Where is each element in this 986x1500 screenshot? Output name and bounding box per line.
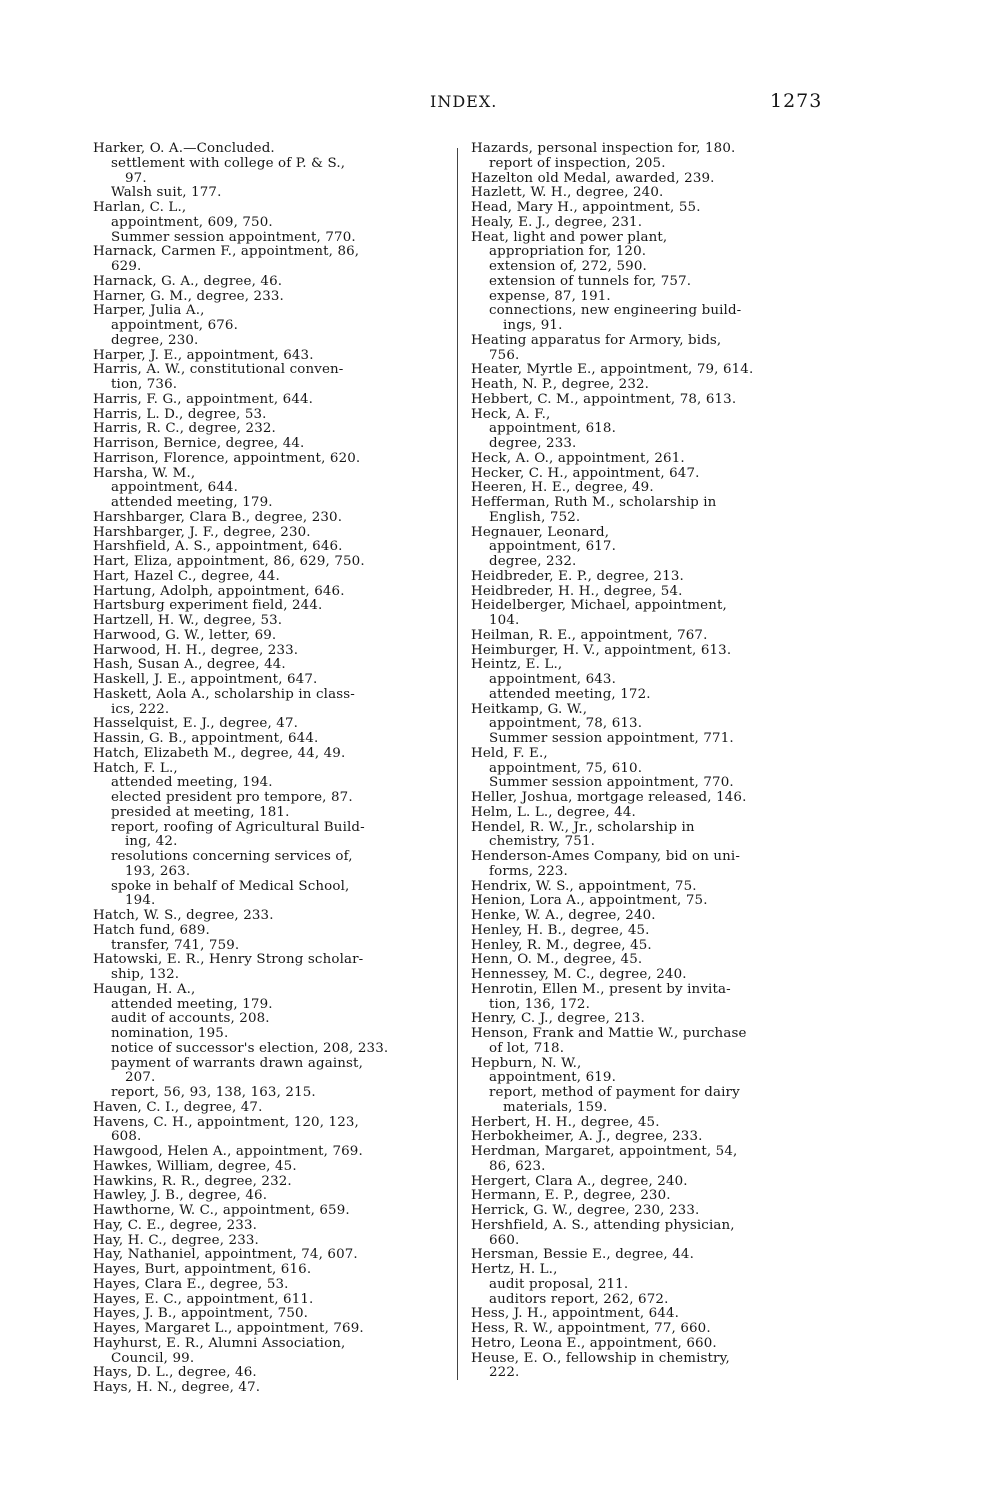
index-entry: Henion, Lora A., appointment, 75. — [471, 893, 708, 909]
index-entry: Hawthorne, W. C., appointment, 659. — [93, 1203, 350, 1218]
index-column-left — [93, 142, 445, 1396]
index-entry: Hatch, Elizabeth M., degree, 44, 49. — [93, 745, 346, 761]
index-entry: Hartung, Adolph, appointment, 646. — [93, 583, 345, 599]
index-entry: Hess, R. W., appointment, 77, 660. — [471, 1321, 711, 1336]
index-subentry: report, 56, 93, 138, 163, 215. — [111, 1085, 316, 1100]
index-subentry: appointment, 643. — [489, 672, 616, 687]
index-entry: Haugan, H. A., — [93, 981, 196, 997]
index-subentry: 222. — [489, 1365, 520, 1381]
index-subentry: appointment, 644. — [111, 480, 238, 496]
index-entry: Harlan, C. L., — [93, 200, 187, 215]
index-entry: Hennessey, M. C., degree, 240. — [471, 967, 687, 982]
index-subentry: 608. — [111, 1129, 142, 1145]
index-entry: Haskett, Aola A., scholarship in class- — [93, 686, 355, 702]
index-entry: Healy, E. J., degree, 231. — [471, 214, 643, 230]
index-entry: Harnack, Carmen F., appointment, 86, — [93, 244, 360, 260]
index-subentry: report, method of payment for dairy — [489, 1085, 740, 1100]
index-entry: Heuse, E. O., fellowship in chemistry, — [471, 1350, 730, 1366]
index-entry: Hershfield, A. S., attending physician, — [471, 1217, 735, 1233]
index-entry: Havens, C. H., appointment, 120, 123, — [93, 1114, 359, 1130]
index-entry: Hawkins, R. R., degree, 232. — [93, 1173, 292, 1189]
index-entry: Hay, Nathaniel, appointment, 74, 607. — [93, 1247, 358, 1263]
index-subentry: report, roofing of Agricultural Build- — [111, 819, 365, 835]
index-entry: Harris, L. D., degree, 53. — [93, 406, 267, 422]
index-entry: Harner, G. M., degree, 233. — [93, 288, 284, 304]
index-subentry: tion, 136, 172. — [489, 996, 590, 1012]
page-header — [0, 92, 986, 122]
index-entry: Haven, C. I., degree, 47. — [93, 1099, 263, 1115]
index-subentry: attended meeting, 179. — [111, 495, 273, 510]
index-entry: Hatch, F. L., — [93, 760, 178, 776]
index-entry: Harrison, Bernice, degree, 44. — [93, 436, 305, 451]
index-entry: Harshbarger, Clara B., degree, 230. — [93, 509, 343, 525]
index-entry: Heck, A. O., appointment, 261. — [471, 450, 685, 466]
index-entry: Hays, H. N., degree, 47. — [93, 1380, 261, 1395]
index-subentry: Council, 99. — [111, 1350, 195, 1366]
index-entry: Hertz, H. L., — [471, 1262, 558, 1277]
index-subentry: degree, 230. — [111, 332, 199, 348]
index-entry: Heidbreder, E. P., degree, 213. — [471, 568, 684, 584]
index-entry: Harwood, G. W., letter, 69. — [93, 627, 277, 643]
index-subentry: appointment, 676. — [111, 318, 238, 333]
index-entry: Held, F. E., — [471, 745, 548, 761]
index-subentry: appointment, 617. — [489, 539, 616, 555]
index-subentry: appropriation for, 120. — [489, 244, 647, 260]
index-subentry: attended meeting, 194. — [111, 775, 273, 791]
index-entry: Heck, A. F., — [471, 406, 551, 422]
page-number: 1273 — [770, 90, 823, 112]
index-entry: Hayes, Margaret L., appointment, 769. — [93, 1321, 364, 1336]
index-entry: Hefferman, Ruth M., scholarship in — [471, 495, 717, 510]
index-subentry: 193, 263. — [125, 863, 191, 879]
index-entry: Hendrix, W. S., appointment, 75. — [471, 878, 697, 894]
index-entry: Henrotin, Ellen M., present by invita- — [471, 981, 731, 997]
index-subentry: appointment, 619. — [489, 1070, 616, 1086]
index-entry: Hasselquist, E. J., degree, 47. — [93, 716, 299, 732]
index-entry: Heat, light and power plant, — [471, 229, 668, 245]
index-subentry: report of inspection, 205. — [489, 155, 666, 171]
index-subentry: ing, 42. — [125, 834, 178, 850]
index-subentry: appointment, 75, 610. — [489, 760, 643, 776]
index-subentry: ship, 132. — [111, 967, 180, 982]
index-entry: Hay, H. C., degree, 233. — [93, 1232, 259, 1248]
index-subentry: extension of tunnels for, 757. — [489, 273, 692, 289]
index-subentry: attended meeting, 172. — [489, 686, 651, 702]
index-entry: Heintz, E. L., — [471, 657, 563, 673]
index-subentry: ings, 91. — [503, 318, 563, 333]
index-entry: Hendel, R. W., Jr., scholarship in — [471, 819, 695, 835]
index-entry: Henn, O. M., degree, 45. — [471, 952, 643, 968]
index-entry: Helm, L. L., degree, 44. — [471, 804, 636, 820]
index-entry: Haskell, J. E., appointment, 647. — [93, 672, 318, 687]
index-subentry: Walsh suit, 177. — [111, 185, 222, 201]
index-entry: Hays, D. L., degree, 46. — [93, 1365, 257, 1381]
index-entry: Hassin, G. B., appointment, 644. — [93, 731, 319, 746]
index-subentry: chemistry, 751. — [489, 834, 596, 850]
index-entry: Hart, Eliza, appointment, 86, 629, 750. — [93, 554, 365, 569]
index-subentry: forms, 223. — [489, 863, 568, 879]
index-entry: Heidbreder, H. H., degree, 54. — [471, 583, 683, 599]
index-subentry: settlement with college of P. & S., — [111, 155, 346, 171]
index-subentry: materials, 159. — [503, 1099, 608, 1115]
index-entry: Harris, R. C., degree, 232. — [93, 421, 276, 437]
index-entry: Hay, C. E., degree, 233. — [93, 1217, 258, 1233]
index-entry: Hetro, Leona E., appointment, 660. — [471, 1335, 717, 1351]
index-subentry: spoke in behalf of Medical School, — [111, 878, 350, 894]
index-subentry: auditors report, 262, 672. — [489, 1291, 669, 1307]
index-entry: Hersman, Bessie E., degree, 44. — [471, 1247, 694, 1263]
index-entry: Hart, Hazel C., degree, 44. — [93, 568, 280, 584]
index-entry: Hawkes, William, degree, 45. — [93, 1158, 297, 1174]
index-entry: Heeren, H. E., degree, 49. — [471, 480, 654, 496]
index-subentry: presided at meeting, 181. — [111, 804, 290, 820]
index-subentry: elected president pro tempore, 87. — [111, 790, 353, 805]
column-divider — [457, 148, 458, 1380]
index-entry: Hergert, Clara A., degree, 240. — [471, 1173, 688, 1189]
index-entry: Hegnauer, Leonard, — [471, 524, 610, 540]
index-entry: Hepburn, N. W., — [471, 1055, 582, 1071]
index-entry: Hazelton old Medal, awarded, 239. — [471, 170, 715, 186]
index-subentry: Summer session appointment, 770. — [111, 229, 356, 245]
index-entry: Harper, J. E., appointment, 643. — [93, 347, 314, 363]
index-entry: Harker, O. A.—Concluded. — [93, 141, 275, 156]
index-subentry: degree, 233. — [489, 436, 577, 451]
index-subentry: appointment, 78, 613. — [489, 716, 643, 732]
index-entry: Herbert, H. H., degree, 45. — [471, 1114, 660, 1130]
index-entry: Hess, J. H., appointment, 644. — [471, 1306, 680, 1322]
index-subentry: attended meeting, 179. — [111, 996, 273, 1012]
index-entry: Heater, Myrtle E., appointment, 79, 614. — [471, 362, 754, 378]
index-subentry: appointment, 618. — [489, 421, 616, 437]
index-entry: Harris, F. G., appointment, 644. — [93, 391, 314, 407]
index-entry: Hash, Susan A., degree, 44. — [93, 657, 286, 673]
index-subentry: 104. — [489, 613, 520, 628]
index-entry: Hazlett, W. H., degree, 240. — [471, 185, 664, 201]
index-subentry: 660. — [489, 1232, 520, 1248]
index-entry: Harshfield, A. S., appointment, 646. — [93, 539, 343, 555]
index-entry: Hatch, W. S., degree, 233. — [93, 908, 274, 923]
index-entry: Hayes, E. C., appointment, 611. — [93, 1291, 314, 1307]
index-entry: Henderson-Ames Company, bid on uni- — [471, 849, 741, 864]
index-entry: Harrison, Florence, appointment, 620. — [93, 450, 361, 466]
index-entry: Hatch fund, 689. — [93, 922, 210, 938]
index-subentry: payment of warrants drawn against, — [111, 1055, 363, 1071]
index-subentry: nomination, 195. — [111, 1026, 229, 1041]
index-entry: Herbokheimer, A. J., degree, 233. — [471, 1129, 703, 1145]
index-subentry: Summer session appointment, 770. — [489, 775, 734, 791]
index-entry: Heimburger, H. V., appointment, 613. — [471, 642, 732, 658]
index-subentry: audit proposal, 211. — [489, 1276, 629, 1292]
index-subentry: appointment, 609, 750. — [111, 214, 273, 230]
index-subentry: audit of accounts, 208. — [111, 1011, 270, 1027]
index-subentry: extension of, 272, 590. — [489, 259, 647, 274]
index-subentry: expense, 87, 191. — [489, 288, 611, 304]
index-entry: Hecker, C. H., appointment, 647. — [471, 465, 700, 481]
index-entry: Head, Mary H., appointment, 55. — [471, 200, 701, 215]
index-entry: Henke, W. A., degree, 240. — [471, 908, 656, 923]
index-entry: Heller, Joshua, mortgage released, 146. — [471, 790, 747, 805]
index-entry: Henley, R. M., degree, 45. — [471, 937, 652, 953]
index-subentry: transfer, 741, 759. — [111, 937, 240, 953]
index-entry: Hartzell, H. W., degree, 53. — [93, 613, 283, 628]
index-entry: Herdman, Margaret, appointment, 54, — [471, 1144, 738, 1159]
index-entry: Hayes, Burt, appointment, 616. — [93, 1262, 312, 1277]
index-entry: Heidelberger, Michael, appointment, — [471, 598, 727, 614]
index-entry: Hayhurst, E. R., Alumni Association, — [93, 1335, 346, 1351]
index-subentry: Summer session appointment, 771. — [489, 731, 734, 746]
index-entry: Heath, N. P., degree, 232. — [471, 377, 650, 392]
index-entry: Hatowski, E. R., Henry Strong scholar- — [93, 952, 364, 968]
index-entry: Henry, C. J., degree, 213. — [471, 1011, 645, 1027]
index-entry: Henson, Frank and Mattie W., purchase — [471, 1026, 747, 1041]
index-subentry: degree, 232. — [489, 554, 577, 569]
index-subentry: connections, new engineering build- — [489, 303, 742, 319]
index-subentry: English, 752. — [489, 509, 581, 525]
index-entry: Hayes, Clara E., degree, 53. — [93, 1276, 289, 1292]
index-entry: Hawgood, Helen A., appointment, 769. — [93, 1144, 363, 1159]
index-subentry: 207. — [125, 1070, 156, 1086]
index-entry: Hazards, personal inspection for, 180. — [471, 141, 736, 156]
index-subentry: tion, 736. — [111, 377, 178, 392]
index-entry: Hermann, E. P., degree, 230. — [471, 1188, 671, 1204]
index-subentry: 86, 623. — [489, 1158, 546, 1174]
index-subentry: 97. — [125, 170, 147, 186]
index-entry: Harshbarger, J. F., degree, 230. — [93, 524, 311, 540]
index-entry: Harwood, H. H., degree, 233. — [93, 642, 299, 658]
index-subentry: 756. — [489, 347, 520, 363]
index-entry: Henley, H. B., degree, 45. — [471, 922, 650, 938]
index-entry: Hebbert, C. M., appointment, 78, 613. — [471, 391, 737, 407]
running-title: INDEX. — [430, 92, 498, 111]
index-subentry: of lot, 718. — [489, 1040, 565, 1056]
index-entry: Harris, A. W., constitutional conven- — [93, 362, 344, 378]
index-entry: Herrick, G. W., degree, 230, 233. — [471, 1203, 700, 1218]
index-entry: Hawley, J. B., degree, 46. — [93, 1188, 268, 1204]
index-subentry: notice of successor's election, 208, 233. — [111, 1040, 389, 1056]
index-subentry: ics, 222. — [111, 701, 170, 717]
index-entry: Harper, Julia A., — [93, 303, 205, 319]
index-entry: Hayes, J. B., appointment, 750. — [93, 1306, 309, 1322]
index-entry: Hartsburg experiment field, 244. — [93, 598, 323, 614]
index-subentry: 194. — [125, 893, 156, 909]
index-entry: Harsha, W. M., — [93, 465, 196, 481]
index-column-right — [471, 142, 823, 1381]
index-entry: Heating apparatus for Armory, bids, — [471, 332, 722, 348]
index-subentry: resolutions concerning services of, — [111, 849, 353, 864]
index-entry: Heilman, R. E., appointment, 767. — [471, 627, 708, 643]
index-entry: Heitkamp, G. W., — [471, 701, 588, 717]
index-entry: Harnack, G. A., degree, 46. — [93, 273, 283, 289]
index-subentry: 629. — [111, 259, 142, 274]
